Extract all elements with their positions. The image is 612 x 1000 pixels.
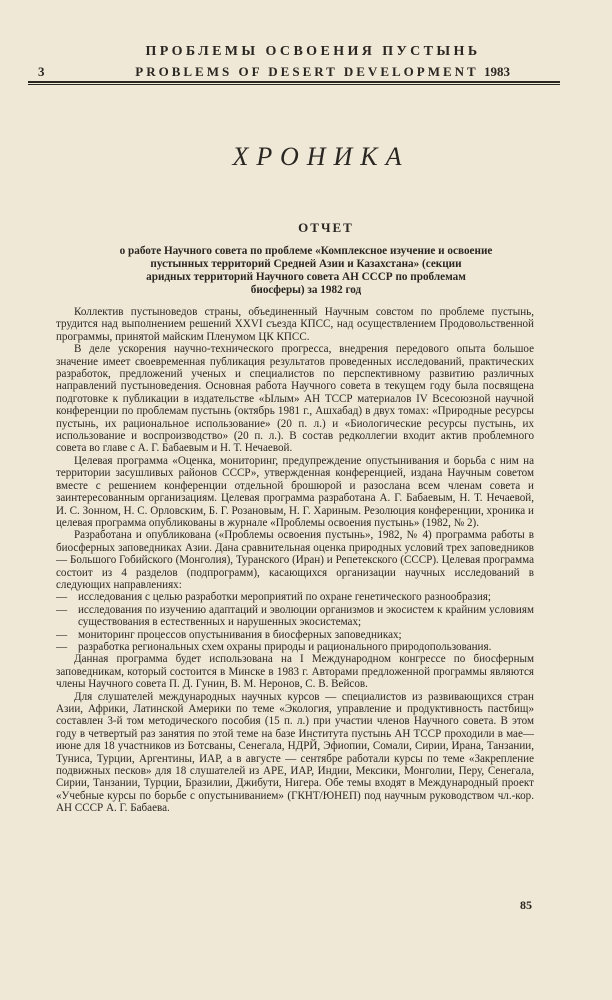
list-item (56, 591, 534, 603)
body-paragraph: Данная программа будет использована на I Международном конгрессе по биосферным заповедникам, который состоится в Минске в 1983 г. Авторами предложенной программы являются члены Научного совета П. Д. Гунин, В. М. Неронов, С. В. Вейсов. (56, 653, 534, 691)
issue-year: 1983 (484, 64, 510, 79)
list-item (56, 629, 534, 641)
list-dash: — (56, 591, 68, 604)
list-item-text: разработка региональных схем охраны природы и рационального природопользования. (78, 640, 492, 653)
subtitle-line: биосферы) за 1982 год (250, 284, 362, 296)
report-subtitle (0, 245, 612, 297)
list-dash: — (56, 628, 68, 641)
header-rule-thick (28, 81, 560, 83)
body-paragraph: Для слушателей международных научных курсов — специалистов из развивающихся стран Азии, Африки, Латинской Америки по теме «Экология, управление и продуктивность пастбищ» составлен 3-й том методического пособия (15 п. л.) при участии членов Научного совета. В этом году в четвертый раз занятия по этой теме на базе Института пустынь АН ТССР проходили в мае—июне для 18 участников из Ботсваны, Сенегала, НДРЙ, Эфиопии, Сомали, Сирии, Ирана, Танзании, Туниса, Турции, Аргентины, ИАР, а в августе — сентябре работали курсы по теме «Закрепление подвижных песков» для 18 слушателей из АРЕ, ИАР, Индии, Мексики, Монголии, Перу, Сенегала, Сирии, Танзании, Турции, Бразилии, Джибути, Нигера. Обе темы входят в Международный проект «Учебные курсы по борьбе с опустыниванием» (ГКНТ/ЮНЕП) под научным руководством чл.-кор. АН СССР А. Г. Бабаева. (56, 690, 534, 815)
list-item-text: мониторинг процессов опустынивания в биосферных заповедниках; (78, 628, 402, 641)
subtitle-line: пустынных территорий Средней Азии и Казахстана» (секции (150, 258, 462, 270)
list-item-text: исследования с целью разработки мероприятий по охране генетического разнообразия; (78, 591, 491, 604)
list-item (56, 604, 534, 629)
journal-title-en: PROBLEMS OF DESERT DEVELOPMENT (135, 64, 479, 79)
list-item-text: исследования по изучению адаптаций и эволюции организмов и экосистем к крайним условиям существования в естественных и нарушенных экосистемах; (78, 603, 534, 629)
header-rule-thin (28, 84, 560, 85)
report-title: ОТЧЕТ (298, 220, 354, 235)
section-title: ХРОНИКА (232, 142, 410, 171)
body-paragraph: Целевая программа «Оценка, мониторинг, предупреждение опустынивания и борьба с ним на территории засушливых районов СССР», утвержденная конференцией, издана Научным советом вместе с решением конференции отдельной брошюрой и разослана всем членам совета и заинтересованным организациям. Целевая программа разработана А. Г. Бабаевым, Н. Т. Нечаевой, И. С. Зонном, Н. С. Орловским, Б. Г. Розановым, Н. Г. Хариным. Резолюция конференции, хроника и целевая программа опубликованы в журнале «Проблемы освоения пустынь» (1982, № 2). (56, 454, 534, 529)
article-body (56, 306, 534, 815)
list-item (56, 641, 534, 653)
list-dash: — (56, 603, 68, 616)
list-dash: — (56, 640, 68, 653)
journal-title-ru: ПРОБЛЕМЫ ОСВОЕНИЯ ПУСТЫНЬ (145, 44, 481, 59)
subtitle-line: аридных территорий Научного совета АН СССР по проблемам (146, 271, 466, 283)
body-paragraph: Коллектив пустыноведов страны, объединенный Научным совстом по проблеме пустынь, трудится над выполнением решений XXVI съезда КПСС, над осуществлением Продовольственной программы, принятой майским Пленумом ЦК КПСС. (56, 306, 534, 343)
subtitle-line: о работе Научного совета по проблеме «Комплексное изучение и освоение (119, 245, 493, 257)
issue-number: 3 (38, 64, 45, 79)
body-paragraph: Разработана и опубликована («Проблемы освоения пустынь», 1982, № 4) программа работы в биосферных заповедниках Азии. Дана сравнительная оценка природных условий трех заповедников — Большого Гобийского (Монголия), Туранского (Иран) и Репетекского (СССР). Целевая программа состоит из 4 разделов (подпрограмм), касающихся организации научных исследований в следующих направлениях: (56, 529, 534, 591)
research-directions-list (56, 591, 534, 653)
body-paragraph: В деле ускорения научно-технического прогресса, внедрения передового опыта большое значение имеет своевременная публикация результатов проведенных исследований, практических разработок, предложений ученых и специалистов по перспективному развитию различных направлений пустыноведения. Основная работа Научного совета в текущем году была посвящена подготовке к публикации в издательстве «Ылым» АН ТССР материалов IV Всесоюзной научной конференции по проблемам пустынь (октябрь 1981 г., Ашхабад) в двух томах: «Природные ресурсы пустынь, их рациональное использование» (20 п. л.) и «Биологические ресурсы пустынь, их использование и воспроизводство» (20 п. л.). В состав редколлегии входит актив проблемного совета во главе с А. Г. Бабаевым и Н. Т. Нечаевой. (56, 343, 534, 455)
page-number: 85 (520, 898, 532, 912)
